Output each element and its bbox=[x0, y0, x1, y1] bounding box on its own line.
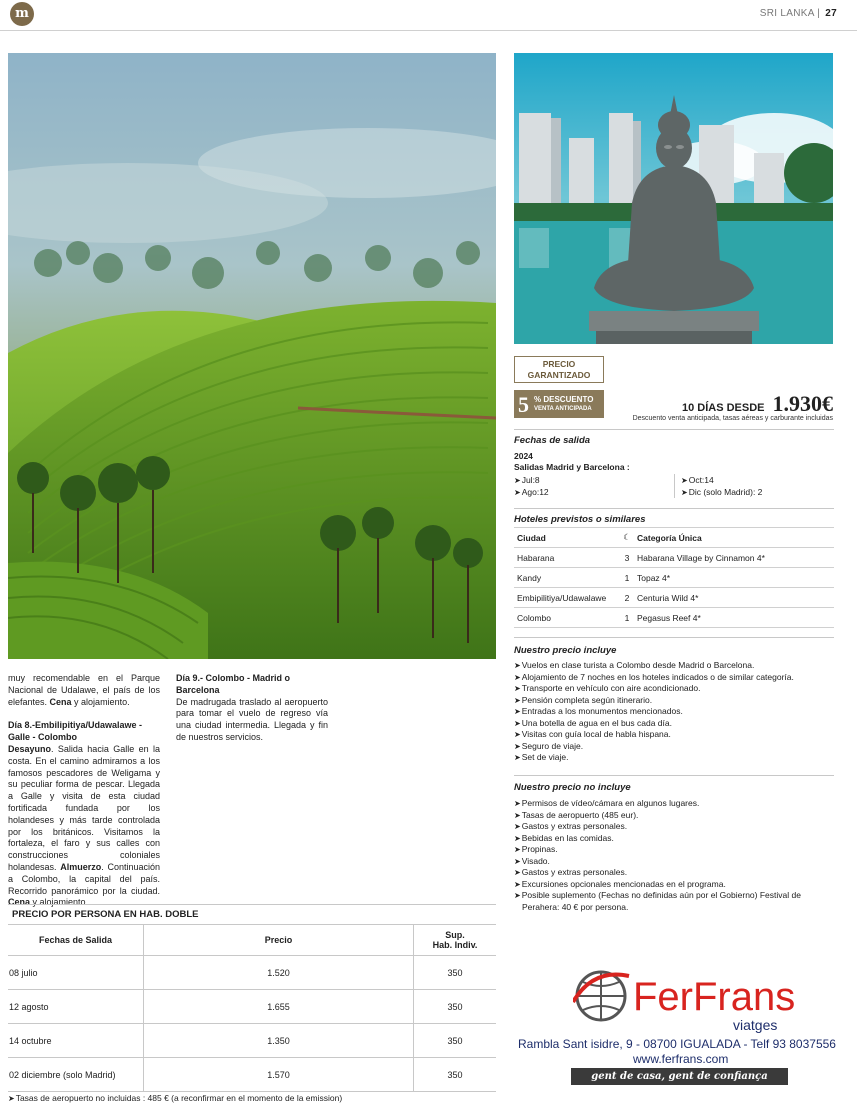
day-8-text: Desayuno. Salida hacia Galle en la costa. En el camino admiramos a los famosos pescadores de Weligama y su peculiar forma de pescar. Llegada a Galle y visita de esta ciudad fortificada fundada por los holandeses y más tarde controlada por los británicos. Visitamos la fortaleza, el faro y sus calles con construcciones coloniales holandesas. Almuerzo. Continuación a Colombo, la capital del país. Recorrido panorámico por la ciudad. Cena y alojamiento. bbox=[8, 743, 160, 908]
excludes-list bbox=[514, 798, 834, 913]
list-item: ➤Pensión completa según itinerario. bbox=[514, 694, 653, 705]
list-item: ➤Vuelos en clase turista a Colombo desde Madrid o Barcelona. bbox=[514, 660, 755, 670]
arrow-icon: ➤ bbox=[514, 741, 521, 751]
arrow-icon: ➤ bbox=[514, 661, 521, 670]
price-value: 1.655 bbox=[144, 990, 414, 1024]
divider bbox=[514, 637, 834, 638]
globe-icon bbox=[573, 972, 629, 1020]
header-rule bbox=[0, 30, 857, 31]
excludes-title: Nuestro precio no incluye bbox=[514, 782, 631, 793]
price-amount: 1.930€ bbox=[772, 391, 833, 416]
divider bbox=[514, 429, 834, 430]
table-row bbox=[514, 588, 834, 608]
hotel-name: Habarana Village by Cinnamon 4* bbox=[634, 548, 834, 568]
price-guaranteed-badge bbox=[514, 356, 604, 383]
hotel-city: Colombo bbox=[514, 608, 620, 628]
arrow-icon: ➤ bbox=[514, 487, 521, 497]
price-value: 1.520 bbox=[144, 956, 414, 990]
departures-year: 2024 bbox=[514, 451, 533, 461]
hotel-nights: 3 bbox=[620, 548, 634, 568]
list-item: ➤Excursiones opcionales mencionadas en el programa. bbox=[514, 878, 726, 889]
list-item: ➤Visado. bbox=[514, 855, 550, 866]
airport-taxes-note: ➤Tasas de aeropuerto no incluidas : 485 € (a reconfirmar en el momento de la emission) bbox=[8, 1093, 343, 1103]
price-supplement: 350 bbox=[414, 990, 497, 1024]
arrow-icon: ➤ bbox=[514, 476, 521, 485]
price-date: 14 octubre bbox=[8, 1024, 144, 1058]
table-row bbox=[514, 548, 834, 568]
guarantee-line-2: GARANTIZADO bbox=[527, 370, 591, 380]
price-date: 12 agosto bbox=[8, 990, 144, 1024]
arrow-icon: ➤ bbox=[681, 487, 688, 497]
price-table-header bbox=[8, 925, 496, 956]
buddha-statue-photo bbox=[514, 53, 833, 344]
col-dates: Fechas de Salida bbox=[8, 925, 144, 956]
arrow-icon: ➤ bbox=[514, 684, 521, 693]
tea-plantation-photo bbox=[8, 53, 496, 659]
page-header bbox=[760, 8, 837, 19]
discount-badge bbox=[514, 390, 604, 418]
day-8-title: Día 8.-Embilipitiya/Udawalawe - Galle - Colombo bbox=[8, 720, 143, 743]
ferfrans-logo bbox=[573, 968, 803, 1038]
price-supplement: 350 bbox=[414, 1058, 497, 1092]
divider bbox=[674, 474, 675, 498]
departure-item: ➤Jul:8 bbox=[514, 475, 540, 485]
price-table bbox=[8, 924, 496, 1092]
includes-list bbox=[514, 660, 834, 764]
arrow-icon: ➤ bbox=[514, 718, 521, 728]
price-note: Descuento venta anticipada, tasas aéreas y carburante incluidas bbox=[632, 415, 833, 422]
discount-percent: 5 bbox=[518, 392, 529, 417]
agency-name: FerFrans bbox=[633, 975, 796, 1019]
day-9-title: Día 9.- Colombo - Madrid o Barcelona bbox=[176, 673, 290, 695]
table-row bbox=[514, 568, 834, 588]
list-item: ➤Propinas. bbox=[514, 844, 558, 854]
agency-tagline: viatges bbox=[733, 1017, 778, 1033]
list-item: ➤Gastos y extras personales. bbox=[514, 867, 628, 877]
itinerary-column-2 bbox=[176, 673, 328, 744]
page-number: 27 bbox=[825, 8, 837, 19]
hotel-city: Embipilitiya/Udawalawe bbox=[514, 588, 620, 608]
hotels-col-category: Categoría Única bbox=[634, 528, 834, 548]
hotel-nights: 1 bbox=[620, 608, 634, 628]
arrow-icon: ➤ bbox=[514, 845, 521, 854]
departure-item: ➤Dic (solo Madrid): 2 bbox=[681, 486, 763, 497]
divider bbox=[514, 775, 834, 776]
list-item: ➤Una botella de agua en el bus cada día. bbox=[514, 717, 672, 728]
list-item: ➤Posible suplemento (Fechas no definidas aún por el Gobierno) Festival de Perahera: 40 € por persona. bbox=[514, 890, 801, 912]
table-row bbox=[8, 956, 496, 990]
arrow-icon: ➤ bbox=[514, 799, 521, 808]
guarantee-line-1: PRECIO bbox=[542, 359, 576, 369]
list-item: ➤Gastos y extras personales. bbox=[514, 821, 628, 831]
departure-item: ➤Ago:12 bbox=[514, 486, 549, 497]
list-item: ➤Set de viaje. bbox=[514, 752, 569, 762]
hotel-name: Topaz 4* bbox=[634, 568, 834, 588]
list-item: ➤Entradas a los monumentos mencionados. bbox=[514, 706, 683, 716]
hotel-name: Pegasus Reef 4* bbox=[634, 608, 834, 628]
arrow-icon: ➤ bbox=[514, 833, 521, 843]
divider bbox=[8, 904, 496, 905]
arrow-icon: ➤ bbox=[681, 476, 688, 485]
agency-website[interactable]: www.ferfrans.com bbox=[633, 1052, 729, 1066]
departure-item: ➤Oct:14 bbox=[681, 475, 714, 485]
list-item: ➤Seguro de viaje. bbox=[514, 740, 584, 751]
arrow-icon: ➤ bbox=[8, 1094, 15, 1103]
discount-label: % DESCUENTO bbox=[534, 395, 594, 404]
price-prefix: 10 DÍAS DESDE bbox=[681, 402, 765, 414]
includes-title: Nuestro precio incluye bbox=[514, 645, 617, 656]
arrow-icon: ➤ bbox=[514, 822, 521, 831]
hotel-city: Kandy bbox=[514, 568, 620, 588]
hotel-name: Centuria Wild 4* bbox=[634, 588, 834, 608]
col-supplement: Sup. Hab. Indiv. bbox=[414, 925, 497, 956]
hotels-col-city: Ciudad bbox=[514, 528, 620, 548]
header-separator: | bbox=[817, 8, 821, 19]
table-row bbox=[8, 1058, 496, 1092]
hotel-nights: 1 bbox=[620, 568, 634, 588]
hotels-title: Hoteles previstos o similares bbox=[514, 514, 646, 525]
arrow-icon: ➤ bbox=[514, 753, 521, 762]
list-item: ➤Alojamiento de 7 noches en los hoteles indicados o de similar categoría. bbox=[514, 671, 794, 682]
itinerary-column-1 bbox=[8, 673, 160, 909]
hotels-header-row bbox=[514, 528, 834, 548]
list-item: ➤Tasas de aeropuerto (485 eur). bbox=[514, 809, 639, 820]
hotels-table bbox=[514, 527, 834, 628]
hotel-city: Habarana bbox=[514, 548, 620, 568]
arrow-icon: ➤ bbox=[514, 891, 521, 900]
list-item: ➤Bebidas en las comidas. bbox=[514, 832, 614, 843]
hotel-nights: 2 bbox=[620, 588, 634, 608]
arrow-icon: ➤ bbox=[514, 856, 521, 866]
price-supplement: 350 bbox=[414, 1024, 497, 1058]
itinerary-intro: muy recomendable en el Parque Nacional de Udalawe, el país de los elefantes. Cena y alojamiento. bbox=[8, 673, 160, 707]
departures-left-list bbox=[514, 475, 549, 498]
price-supplement: 350 bbox=[414, 956, 497, 990]
table-row bbox=[8, 1024, 496, 1058]
day-9-text: De madrugada traslado al aeropuerto para tomar el vuelo de regreso vía una ciudad intermedia. Llegada y fin de nuestros servicios. bbox=[176, 696, 328, 742]
price-headline bbox=[682, 391, 833, 417]
discount-sublabel: VENTA ANTICIPADA bbox=[534, 406, 592, 412]
price-table-title: PRECIO POR PERSONA EN HAB. DOBLE bbox=[12, 909, 199, 920]
price-date: 08 julio bbox=[8, 956, 144, 990]
section-name: SRI LANKA bbox=[759, 8, 815, 19]
list-item: ➤Transporte en vehículo con aire acondicionado. bbox=[514, 683, 701, 693]
price-date: 02 diciembre (solo Madrid) bbox=[8, 1058, 144, 1092]
price-value: 1.350 bbox=[144, 1024, 414, 1058]
departures-right-list bbox=[681, 475, 762, 498]
departures-subtitle: Salidas Madrid y Barcelona : bbox=[514, 462, 630, 472]
agency-address: Rambla Sant isidre, 9 - 08700 IGUALADA - Telf 93 8037556 bbox=[518, 1037, 836, 1051]
agency-slogan: gent de casa, gent de confiança bbox=[571, 1068, 788, 1085]
arrow-icon: ➤ bbox=[514, 730, 521, 739]
list-item: ➤Permisos de vídeo/cámara en algunos lugares. bbox=[514, 798, 700, 808]
arrow-icon: ➤ bbox=[514, 672, 521, 682]
arrow-icon: ➤ bbox=[514, 868, 521, 877]
table-row bbox=[514, 608, 834, 628]
brand-logo: m bbox=[10, 2, 34, 26]
arrow-icon: ➤ bbox=[514, 879, 521, 889]
moon-icon: ☾ bbox=[620, 528, 634, 548]
list-item: ➤Visitas con guía local de habla hispana. bbox=[514, 729, 671, 739]
arrow-icon: ➤ bbox=[514, 695, 521, 705]
col-price: Precio bbox=[144, 925, 414, 956]
arrow-icon: ➤ bbox=[514, 707, 521, 716]
price-value: 1.570 bbox=[144, 1058, 414, 1092]
table-row bbox=[8, 990, 496, 1024]
divider bbox=[514, 508, 834, 509]
arrow-icon: ➤ bbox=[514, 810, 521, 820]
departures-title: Fechas de salida bbox=[514, 435, 591, 446]
